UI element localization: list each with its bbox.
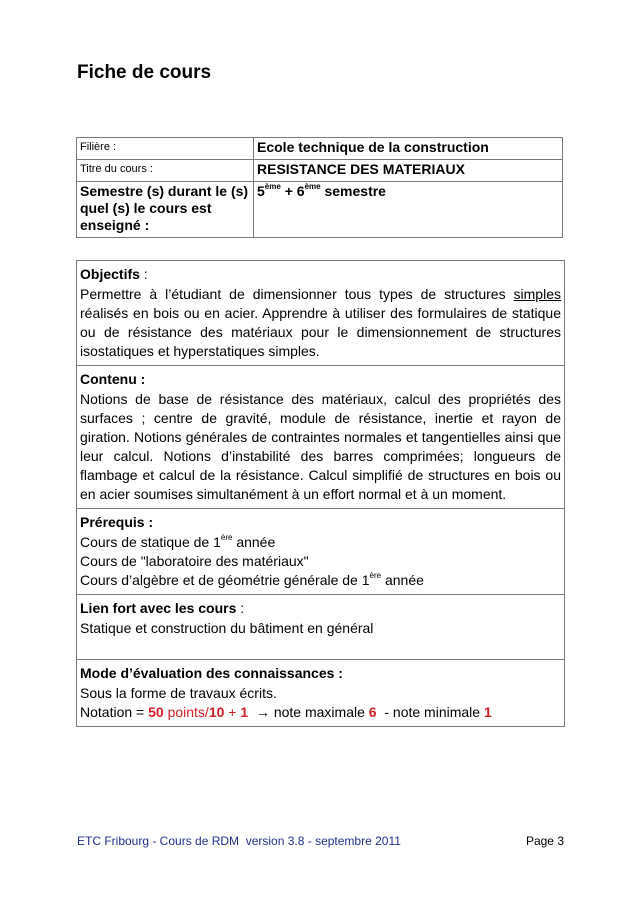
footer-course-info: ETC Fribourg - Cours de RDM version 3.8 - septembre 2011 (77, 834, 401, 848)
semestre-number-2: 6 (296, 183, 305, 199)
section-prerequis (77, 508, 564, 594)
semestre-number-1: 5 (257, 183, 265, 199)
contenu-heading (80, 370, 561, 389)
notation-min-label: - note minimale (376, 704, 484, 720)
prerequis-heading (80, 513, 561, 532)
prerequis-title: Prérequis : (80, 514, 154, 530)
notation-max-value: 6 (368, 704, 377, 720)
notation-divisor: 10 (208, 704, 225, 720)
notation-arrow: → note maximale (248, 704, 369, 720)
section-lien (77, 594, 564, 659)
prerequis-body (80, 533, 561, 590)
lien-colon: : (236, 600, 245, 616)
course-sections (76, 260, 565, 727)
section-contenu (77, 365, 564, 508)
prerequis-line-3-text: Cours d’algèbre et de géométrie générale de 1 (80, 572, 370, 588)
semestre-value (254, 182, 563, 238)
lien-heading (80, 599, 561, 618)
prerequis-line-3 (80, 571, 561, 590)
table-row (77, 138, 563, 160)
evaluation-heading (80, 664, 561, 683)
contenu-body: Notions de base de résistance des matériaux, calcul des propriétés des surfaces ; centre de gravité, module de résistance, inertie et rayon de giration. Notions générales de contraintes normales et tangentielles ainsi que leur calcul. Notions d’instabilité des barres comprimées; longueurs de flambage et calcul de la résistance. Calcul simplifié de structures en bois ou en acier soumises simultanément à un effort normal et à un moment. (80, 391, 561, 502)
prerequis-line-1 (80, 533, 561, 552)
contenu-title: Contenu : (80, 371, 146, 387)
page-title: Fiche de cours (77, 62, 212, 83)
objectifs-colon: : (139, 266, 148, 282)
section-evaluation (77, 659, 564, 726)
titre-label: Titre du cours : (77, 160, 254, 182)
semestre-word: semestre (320, 183, 386, 199)
prerequis-line-1-end: année (232, 534, 276, 550)
prerequis-line-1-text: Cours de statique de 1 (80, 534, 221, 550)
filiere-value: Ecole technique de la construction (254, 138, 563, 160)
semestre-plus: + (280, 183, 297, 199)
objectifs-heading (80, 265, 561, 284)
filiere-label: Filière : (77, 138, 254, 160)
semestre-ordinal-2: ème (304, 182, 321, 191)
titre-value: RESISTANCE DES MATERIAUX (254, 160, 563, 182)
notation-points-word: points/ (163, 704, 209, 720)
evaluation-title: Mode d’évaluation des connaissances : (80, 665, 343, 681)
course-info-table (76, 137, 563, 238)
prerequis-line-1-ordinal: ère (220, 533, 233, 542)
objectifs-underlined-word: simples (513, 286, 561, 302)
evaluation-line-1: Sous la forme de travaux écrits. (80, 685, 277, 701)
notation-min-value: 1 (483, 704, 492, 720)
objectifs-title: Objectifs (80, 266, 140, 282)
prerequis-line-3-ordinal: ère (369, 571, 382, 580)
page-number: Page 3 (525, 834, 564, 848)
objectifs-text-end: réalisés en bois ou en acier. Apprendre à utiliser des formulaires de statique ou de résistance des matériaux pour le dimensionnement de structures isostatiques et hyperstatiques simples. (80, 305, 561, 359)
objectifs-text-start: Permettre à l’étudiant de dimensionner tous types de structures (80, 286, 514, 302)
table-row (77, 160, 563, 182)
evaluation-body (80, 684, 561, 722)
lien-title: Lien fort avec les cours (80, 600, 237, 616)
objectifs-body (80, 285, 561, 361)
notation-plus: + (224, 704, 241, 720)
prerequis-line-2: Cours de "laboratoire des matériaux" (80, 553, 309, 569)
semestre-label: Semestre (s) durant le (s) quel (s) le cours est enseigné : (77, 182, 254, 238)
table-row (77, 182, 563, 238)
notation-offset: 1 (240, 704, 249, 720)
notation-points-value: 50 (148, 704, 164, 720)
notation-line (80, 703, 561, 722)
semestre-ordinal-1: ème (264, 182, 281, 191)
notation-label: Notation = (80, 704, 149, 720)
prerequis-line-3-end: année (381, 572, 424, 588)
lien-body: Statique et construction du bâtiment en général (80, 620, 374, 636)
section-objectifs (77, 261, 564, 365)
